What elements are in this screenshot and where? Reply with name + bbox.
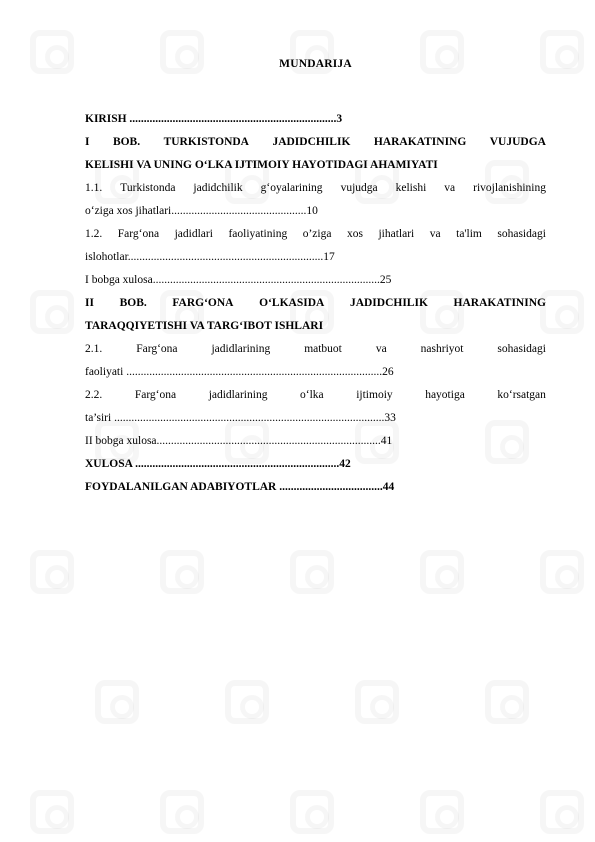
toc-word: JADIDCHILIK [349,297,428,309]
toc-word: jadidlari [174,228,213,240]
toc-entry-2-2-line2: ta’siri ..............................................................................................33 [85,412,396,424]
toc-word: sohasidagi [497,228,546,240]
toc-entry-2-1-line1 [85,342,546,356]
toc-word: g‘oyalarining [260,182,323,194]
toc-word: jihatlari [378,228,415,240]
toc-word: HARAKATINING [373,136,467,148]
toc-entry-1-2-line1 [85,227,546,241]
toc-entry-xulosa: XULOSA .......................................................................42 [85,458,351,470]
toc-word: rivojlanishining [473,182,546,194]
toc-word: ijtimoiy [356,389,393,401]
toc-word: BOB. [112,136,141,148]
toc-word: Turkistonda [120,182,176,194]
toc-word: Farg‘ona [117,228,160,240]
toc-word: II [85,297,94,309]
toc-word: 1.1. [85,182,103,194]
toc-entry-bob1-xulosa: I bobga xulosa...............................................................................25 [85,274,392,286]
toc-word: xos [346,228,363,240]
toc-word: kelishi [395,182,427,194]
toc-word: va [444,182,456,194]
toc-word: vujudga [340,182,378,194]
toc-entry-1-1-line2: o‘ziga xos jihatlari...............................................10 [85,205,318,217]
toc-word: ta'lim [456,228,482,240]
toc-word: Farg‘ona [134,389,177,401]
toc-entry-1-1-line1 [85,181,546,195]
toc-word: jadidlarining [208,389,268,401]
toc-word: 2.2. [85,389,103,401]
toc-entry-bob1-line2: KELISHI VA UNING O‘LKA IJTIMOIY HAYOTIDAGI AHAMIYATI [85,159,438,171]
toc-entry-1-2-line2: islohotlar....................................................................17 [85,251,335,263]
toc-word: o‘lka [300,389,324,401]
toc-entry-bob1-line1 [85,135,546,149]
toc-word: Farg‘ona [136,343,178,355]
toc-entry-kirish: KIRISH ........................................................................3 [85,113,343,125]
toc-word: FARG‘ONA [172,297,234,309]
toc-word: HARAKATINING [453,297,546,309]
toc-word: o’ziga [302,228,332,240]
toc-entry-2-2-line1 [85,388,546,402]
toc-word: nashriyot [420,343,464,355]
page-title: MUNDARIJA [279,58,352,70]
toc-word: jadidchilik [193,182,243,194]
toc-word: VUJUDGA [489,136,546,148]
toc-word: BOB. [119,297,147,309]
toc-word: 2.1. [85,343,103,355]
toc-word: faoliyatining [228,228,288,240]
toc-word: O‘LKASIDA [259,297,325,309]
toc-word: va [375,343,387,355]
toc-word: TURKISTONDA [163,136,249,148]
toc-entry-adabiyotlar: FOYDALANILGAN ADABIYOTLAR ....................................44 [85,481,395,493]
toc-entry-bob2-line2: TARAQQIYETISHI VA TARG‘IBOT ISHLARI [85,320,324,332]
toc-entry-bob2-line1 [85,296,546,310]
toc-word: ko‘rsatgan [497,389,546,401]
toc-word: sohasidagi [497,343,546,355]
toc-word: hayotiga [425,389,465,401]
toc-word: I [85,136,90,148]
toc-word: va [429,228,441,240]
toc-entry-2-1-line2: faoliyati .........................................................................................26 [85,366,394,378]
toc-entry-bob2-xulosa: II bobga xulosa..............................................................................41 [85,435,393,447]
toc-word: jadidlarining [211,343,271,355]
toc-word: 1.2. [85,228,103,240]
toc-word: matbuot [304,343,342,355]
toc-word: JADIDCHILIK [272,136,351,148]
